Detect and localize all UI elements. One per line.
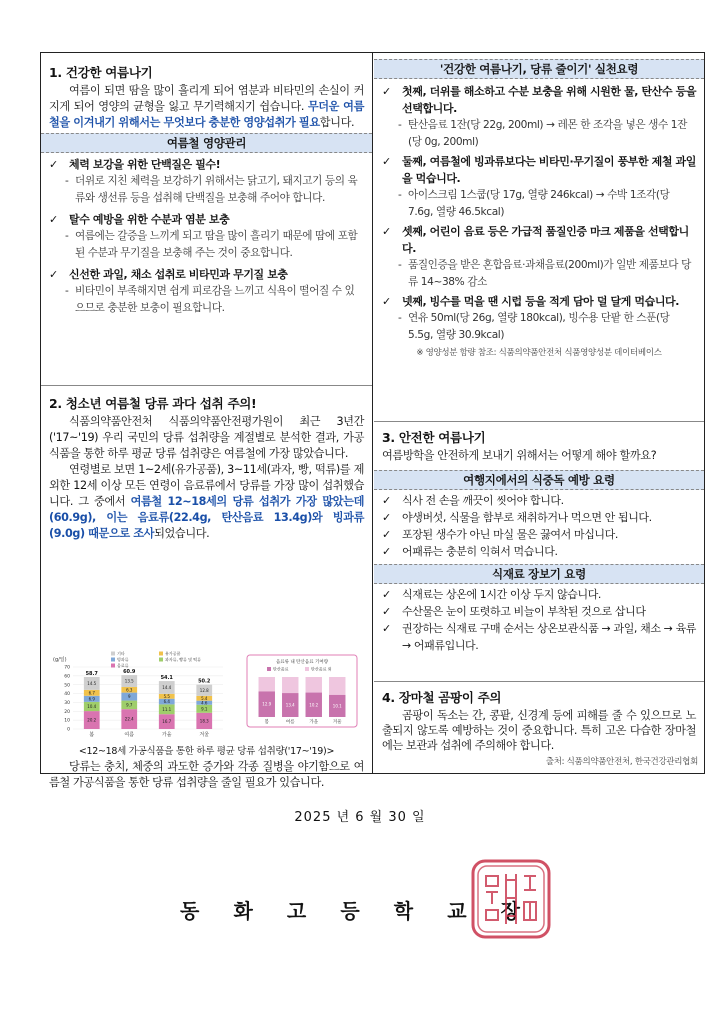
x-tick-label: 가을: [161, 732, 172, 738]
food-poisoning-item: [374, 492, 704, 509]
practice-tips-list: [374, 83, 704, 360]
inset-legend-swatch: [267, 667, 271, 671]
inset-legend-label: 탄산음료 외: [311, 666, 332, 672]
item-text: 야생버섯, 식물을 함부로 채취하거나 먹으면 안 됩니다.: [402, 511, 652, 524]
tip-title: 셋째, 어린이 음료 등은 가급적 품질인증 마크 제품을 선택합니다.: [402, 225, 689, 255]
data-label: 9.1: [201, 706, 208, 712]
tip-item: [374, 153, 704, 187]
legend-label: 과자류, 빵류 및 떡류: [165, 657, 201, 662]
signature-char: 등: [340, 899, 360, 923]
nutrition-item-desc: - 여름에는 갈증을 느끼게 되고 땀을 많이 흘리기 때문에 땀에 포함된 수분과 무기질을 보충해 주는 것이 중요합니다.: [65, 230, 358, 259]
desc-text: 탄산음료 1잔(당 22g, 200ml) → 레몬 한 조각을 넣은 생수 1잔(당 0g, 200ml): [408, 119, 687, 148]
check-icon: ✓: [49, 158, 58, 171]
soda-inset-chart: [247, 655, 357, 727]
p2-text: 연령별로 보면 1~2세(유가공품), 3~11세(과자, 빵, 떡류)를 제외한 12세 이상 모든 연령이 음료류에서 당류를 가장 많이 섭취했습니다. 그 중에서: [49, 463, 364, 508]
p2-highlight: 여름철 12~18세의 당류 섭취가 가장 많았는데(60.9g), 이는 음료류(22.4g, 탄산음료 13.4g)와 빙과류(9.0g) 때문으로 조사: [49, 495, 364, 540]
check-icon: ✓: [382, 528, 391, 541]
practice-tips-header: '건강한 여름나기, 당류 줄이기' 실천요령: [374, 59, 704, 79]
official-seal-stamp: [470, 858, 552, 940]
grocery-header: 식재료 장보기 요령: [374, 564, 704, 584]
data-label: 6.3: [126, 687, 133, 693]
data-label: 5.5: [163, 693, 170, 699]
section-1-title: 1. 건강한 여름나기: [49, 65, 153, 80]
legend-swatch: [111, 652, 115, 656]
chart-caption-block: [41, 743, 372, 757]
y-axis-label: (g/일): [53, 657, 67, 663]
tip-title: 넷째, 빙수를 먹을 땐 시럽 등을 적게 담아 덜 달게 먹습니다.: [402, 295, 680, 308]
food-poisoning-item: [374, 543, 704, 560]
check-icon: ✓: [382, 295, 391, 308]
signature-char: 동: [180, 899, 200, 923]
check-icon: ✓: [49, 268, 58, 281]
sugar-intake-chart: [51, 651, 363, 739]
y-tick-label: 20: [64, 709, 70, 715]
data-label: 11.1: [162, 706, 172, 712]
section-1-intro: [41, 83, 372, 131]
desc-text: 연유 50ml(당 26g, 열량 180kcal), 빙수용 단팥 한 스푼(당 5.5g, 열량 30.9kcal): [408, 312, 670, 341]
item-text: 권장하는 식재료 구매 순서는 상온보관식품 → 과일, 채소 → 육류 → 어패류입니다.: [402, 622, 697, 652]
tip-item: [374, 223, 704, 257]
desc-text: 아이스크림 1스쿱(당 17g, 열량 246kcal) → 수박 1조각(당 7.6g, 열량 46.5kcal): [408, 189, 670, 218]
tip-item: [374, 293, 704, 310]
check-icon: ✓: [382, 588, 391, 601]
inset-x-tick-label: 봄: [264, 720, 269, 725]
nutrition-item: [41, 266, 372, 283]
nutrition-item: [41, 211, 372, 228]
data-label: 5.4: [201, 695, 208, 701]
signature-char: 교: [447, 899, 467, 923]
summer-nutrition-header: 여름철 영양관리: [41, 133, 372, 153]
section-2: [41, 385, 372, 542]
desc-text: 비타민이 부족해지면 쉽게 피로감을 느끼고 식욕이 떨어질 수 있으므로 충분한 보충이 필요합니다.: [75, 285, 355, 314]
item-text: 수산물은 눈이 또렷하고 비늘이 부착된 것으로 삽니다: [402, 605, 646, 618]
item-text: 어패류는 충분히 익혀서 먹습니다.: [402, 545, 558, 558]
y-tick-label: 40: [64, 692, 70, 698]
item-text: 포장된 생수가 아닌 마실 물은 끓여서 마십니다.: [402, 528, 618, 541]
legend-swatch: [159, 652, 163, 656]
check-icon: ✓: [382, 85, 391, 98]
nutrition-item-desc: - 더위로 지친 체력을 보강하기 위해서는 닭고기, 돼지고기 등의 육류와 생선류 등을 섭취해 단백질을 보충해 주어야 합니다.: [65, 175, 358, 204]
right-column: [374, 53, 704, 773]
nutrition-list: [41, 156, 372, 317]
check-icon: ✓: [382, 494, 391, 507]
food-poisoning-list: [374, 492, 704, 560]
data-label: 14.5: [87, 681, 97, 687]
nutrition-item-desc: - 비타민이 부족해지면 쉽게 피로감을 느끼고 식욕이 떨어질 수 있으므로 충분한 보충이 필요합니다.: [65, 285, 355, 314]
legend-label: 빙과류: [117, 657, 129, 662]
inset-data-label: 12.9: [262, 701, 272, 707]
check-icon: ✓: [382, 622, 391, 635]
inset-bar-other: [329, 677, 345, 695]
nutrition-item-title: 탈수 예방을 위한 수분과 염분 보충: [69, 213, 230, 226]
data-label: 13.5: [124, 678, 134, 684]
section-4: [374, 681, 704, 769]
total-label: 50.2: [198, 678, 211, 685]
item-text: 식사 전 손을 깨끗이 씻어야 합니다.: [402, 494, 564, 507]
data-label: 9: [127, 694, 131, 700]
inset-data-label: 10.2: [309, 702, 319, 708]
data-label: 10.4: [87, 704, 97, 710]
grocery-item: [374, 586, 704, 603]
legend-label: 유가공품: [165, 651, 181, 656]
data-label: 6.4: [163, 699, 170, 705]
section-2-p2: [41, 462, 372, 542]
legend-label: 기타: [117, 651, 125, 656]
inset-x-tick-label: 가을: [309, 720, 319, 725]
check-icon: ✓: [382, 225, 391, 238]
section-4-title: 4. 장마철 곰팡이 주의: [382, 690, 502, 705]
inset-legend-label: 탄산음료: [273, 666, 289, 672]
inset-x-tick-label: 여름: [285, 720, 295, 725]
signature-char: 장: [500, 899, 520, 923]
y-tick-label: 30: [64, 701, 70, 707]
check-icon: ✓: [382, 545, 391, 558]
section-4-text: 곰팡이 독소는 간, 콩팥, 신경계 등에 피해를 줄 수 있으므로 노출되지 않도록 예방하는 것이 중요합니다. 특히 고온 다습한 장마철에는 보관과 섭취에 주의해야 합니다.: [382, 709, 696, 752]
desc-text: 여름에는 갈증을 느끼게 되고 땀을 많이 흘리기 때문에 땀에 포함된 수분과 무기질을 보충해 주는 것이 중요합니다.: [75, 230, 358, 259]
y-tick-label: 10: [64, 718, 70, 724]
total-label: 58.7: [85, 671, 98, 678]
tip-desc: - 품질인증을 받은 혼합음료·과채음료(200ml)가 일반 제품보다 당류 14~38% 감소: [398, 259, 691, 288]
tip-title: 둘째, 여름철에 빙과류보다는 비타민·무기질이 풍부한 제철 과일을 먹습니다.: [402, 155, 697, 185]
inset-data-label: 10.1: [332, 703, 342, 709]
source-note: 출처: 식품의약품안전처, 한국건강관리협회: [545, 757, 698, 767]
signature-char: 고: [286, 899, 307, 923]
tip-desc: - 탄산음료 1잔(당 22g, 200ml) → 레몬 한 조각을 넣은 생수 1잔(당 0g, 200ml): [398, 119, 687, 148]
legend-swatch: [111, 664, 115, 668]
inset-legend-swatch: [305, 667, 309, 671]
section-3: [374, 421, 704, 654]
check-icon: ✓: [382, 511, 391, 524]
x-tick-label: 겨울: [199, 732, 210, 738]
data-label: 6.9: [88, 696, 95, 702]
issue-date: 2025 년 6 월 30 일: [294, 810, 426, 825]
section-2-p3: 당류는 충치, 체중의 과도한 증가와 각종 질병을 야기함으로 여름철 가공식품을 통한 당류 섭취량을 줄일 필요가 있습니다.: [49, 760, 364, 789]
tip-desc: - 연유 50ml(당 26g, 열량 180kcal), 빙수용 단팥 한 스푼(당 5.5g, 열량 30.9kcal): [398, 312, 670, 341]
chart-caption: <12~18세 가공식품을 통한 하루 평균 당류 섭취량('17~'19)>: [78, 746, 335, 757]
check-icon: ✓: [382, 155, 391, 168]
inset-title: 음료류 내 탄산음료 기여량: [275, 660, 329, 665]
section-2-title: 2. 청소년 여름철 당류 과다 섭취 주의!: [49, 396, 257, 411]
intro-text: 여름이 되면 땀을 많이 흘리게 되어 염분과 비타민의 손실이 커지게 되어 영양의 균형을 잃고 무기력해지기 쉽습니다.: [49, 84, 364, 113]
section-3-title: 3. 안전한 여름나기: [382, 430, 486, 445]
legend-swatch: [111, 658, 115, 662]
intro-highlight: 무더운 여름철을 이겨내기 위해서는 무엇보다 충분한 영양섭취가 필요: [49, 100, 364, 129]
data-label: 12.8: [199, 687, 209, 693]
grocery-item: [374, 620, 704, 654]
x-tick-label: 여름: [124, 732, 135, 738]
nutrition-note: ※ 영양성분 함량 참조: 식품의약품안전처 식품영양성분 데이터베이스: [416, 348, 662, 358]
nutrition-item: [41, 156, 372, 173]
x-tick-label: 봄: [89, 732, 95, 738]
y-tick-label: 50: [64, 683, 70, 689]
total-label: 60.9: [123, 669, 136, 676]
data-label: 14.4: [162, 685, 172, 691]
section-2-p1: 식품의약품안전처 식품의약품안전평가원이 최근 3년간('17~'19) 우리 국민의 당류 섭취량을 계절별로 분석한 결과, 가공식품을 통한 하루 평균 당류 섭취량은 여름철에 가장 많았습니다.: [49, 415, 364, 460]
data-label: 6.7: [88, 690, 95, 696]
inset-data-label: 13.4: [285, 702, 295, 708]
stacked-bar-chart: [53, 651, 223, 738]
grocery-item: [374, 603, 704, 620]
desc-text: 품질인증을 받은 혼합음료·과채음료(200ml)가 일반 제품보다 당류 14~38% 감소: [408, 259, 691, 288]
inset-bar-other: [282, 677, 298, 693]
grocery-list: [374, 586, 704, 654]
data-label: 22.4: [124, 716, 134, 722]
legend-label: 음료류: [117, 663, 129, 668]
data-label: 20.2: [87, 717, 97, 723]
school-principal-signature: [180, 895, 520, 924]
y-tick-label: 0: [67, 727, 70, 733]
data-label: 9.7: [126, 702, 133, 708]
y-tick-label: 70: [64, 665, 70, 671]
item-text: 식재료는 상온에 1시간 이상 두지 않습니다.: [402, 588, 602, 601]
data-label: 16.7: [162, 719, 172, 725]
check-icon: ✓: [49, 213, 58, 226]
inset-x-tick-label: 겨울: [332, 720, 342, 725]
section-2-closing: [41, 759, 372, 791]
nutrition-item-title: 체력 보강을 위한 단백질은 필수!: [69, 158, 221, 171]
p2-end: 되었습니다.: [154, 527, 210, 540]
data-label: 4.6: [201, 700, 208, 706]
signature-char: 학: [393, 899, 414, 923]
section-3-intro: 여름방학을 안전하게 보내기 위해서는 어떻게 해야 할까요?: [382, 449, 657, 462]
tip-desc: - 아이스크림 1스쿱(당 17g, 열량 246kcal) → 수박 1조각(당 7.6g, 열량 46.5kcal): [398, 189, 670, 218]
nutrition-item-title: 신선한 과일, 채소 섭취로 비타민과 무기질 보충: [69, 268, 288, 281]
intro-end: 합니다.: [319, 116, 355, 129]
y-tick-label: 60: [64, 674, 70, 680]
inset-bar-other: [259, 677, 275, 691]
check-icon: ✓: [382, 605, 391, 618]
section-1: [41, 63, 372, 317]
food-poisoning-item: [374, 526, 704, 543]
total-label: 54.1: [160, 675, 173, 682]
food-poisoning-item: [374, 509, 704, 526]
tip-item: [374, 83, 704, 117]
food-poisoning-header: 여행지에서의 식중독 예방 요령: [374, 470, 704, 490]
data-label: 18.3: [199, 718, 209, 724]
signature-char: 화: [233, 899, 253, 923]
desc-text: 더위로 지친 체력을 보강하기 위해서는 닭고기, 돼지고기 등의 육류와 생선류 등을 섭취해 단백질을 보충해 주어야 합니다.: [75, 175, 358, 204]
tip-title: 첫째, 더위를 해소하고 수분 보충을 위해 시원한 물, 탄산수 등을 선택합니다.: [402, 85, 697, 115]
left-column: [41, 53, 373, 789]
newsletter-frame: [40, 52, 705, 789]
legend-swatch: [159, 658, 163, 662]
inset-bar-other: [306, 677, 322, 693]
